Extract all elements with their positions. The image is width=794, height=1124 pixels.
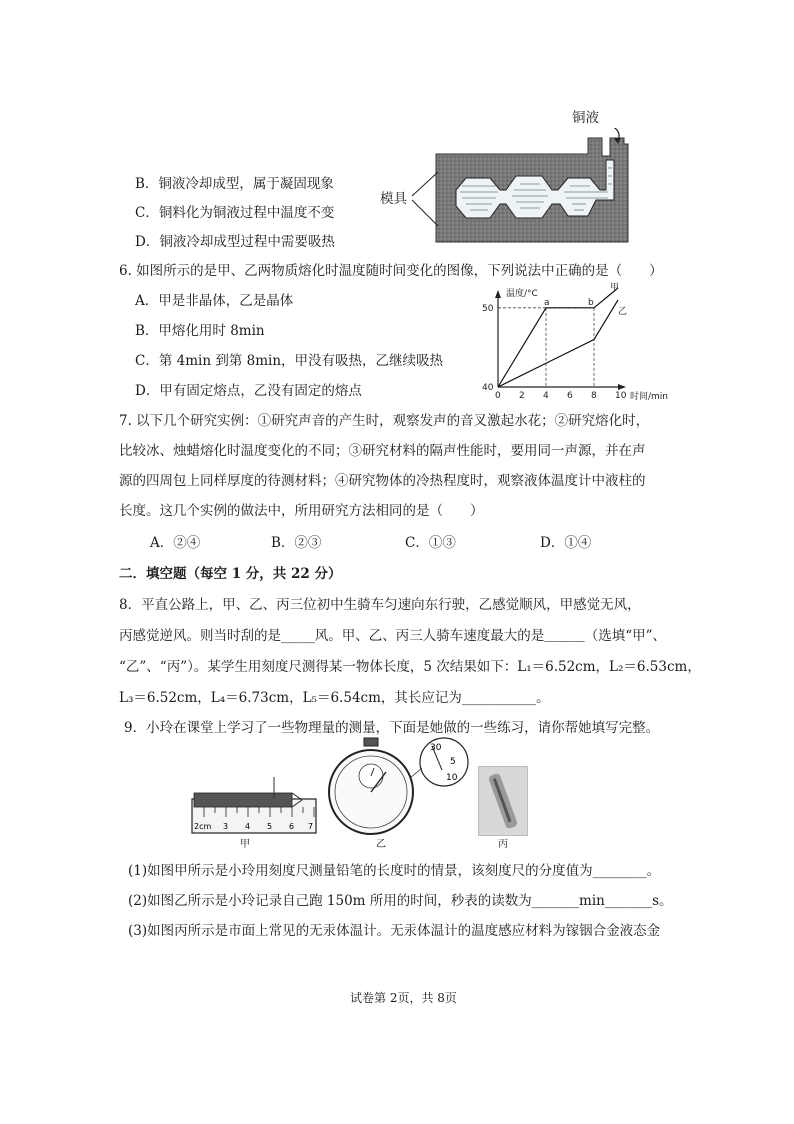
ruler-tick-7: 7 [308, 822, 314, 831]
series-line-0 [498, 288, 618, 387]
q9-stem: 9．小玲在课堂上学习了一些物理量的测量，下面是她做的一些练习，请你帮她填写完整。 [124, 720, 660, 736]
ruler-tick-4: 4 [245, 822, 251, 831]
page-footer: 试卷第 2页，共 8页 [350, 991, 457, 1005]
x-tick-8: 8 [591, 391, 597, 401]
stopwatch-figure [326, 736, 472, 836]
watch-small-5: 5 [450, 757, 456, 767]
q7-option-b: B．②③ [271, 535, 322, 551]
x-tick-10: 10 [615, 391, 627, 401]
point-label-a: a [544, 297, 550, 308]
q6-option-d: D．甲有固定熔点，乙没有固定的熔点 [135, 383, 362, 399]
q9-part-3: (3)如图丙所示是市面上常见的无汞体温计。无汞体温计的温度感应材料为镓铟合金液态金 [128, 923, 661, 939]
q7-option-a: A．②④ [150, 535, 201, 551]
x-tick-0: 0 [495, 391, 501, 401]
ruler-tick-5: 5 [267, 822, 273, 831]
fig-label-b: 乙 [376, 839, 386, 850]
y-tick-50: 50 [482, 303, 494, 314]
y-axis-arrow [495, 290, 501, 298]
y-axis-label: 温度/°C [506, 289, 538, 299]
q7-line-2: 比较冰、烛蜡熔化时温度变化的不同；③研究材料的隔声性能时，要用同一声源，并在声 [119, 443, 646, 459]
q7-line-3: 源的四周包上同样厚度的待测材料；④研究物体的冷热程度时，观察液体温度计中液柱的 [119, 473, 646, 489]
ruler-tick-3: 3 [223, 822, 229, 831]
x-tick-4: 4 [543, 391, 549, 401]
watch-small-10: 10 [446, 773, 458, 783]
q5-option-b: B．铜液冷却成型，属于凝固现象 [135, 176, 334, 192]
ruler-tick-6: 6 [289, 822, 295, 831]
mold-label-liquid: 铜液 [572, 110, 599, 126]
q8-line-4: L₃＝6.52cm，L₄＝6.73cm，L₅＝6.54cm，其长应记为___________。 [119, 690, 550, 706]
q6-option-b: B．甲熔化用时 8min [135, 323, 265, 339]
point-label-b: b [588, 297, 594, 308]
q8-line-2: 丙感觉逆风。则当时刮的是_____风。甲、乙、丙三人骑车速度最大的是＿＿＿（选填“甲”、 [119, 628, 667, 644]
ruler-tick-2: 2cm [194, 822, 212, 831]
x-tick-2: 2 [519, 391, 525, 401]
series-label-0: 甲 [610, 283, 620, 293]
q7-option-d: D．①④ [540, 535, 592, 551]
x-axis-label: 时间/min [630, 392, 669, 402]
series-line-1 [498, 297, 618, 387]
q7-line-4: 长度。这几个实例的做法中，所用研究方法相同的是（ ） [119, 503, 484, 519]
watch-small-30: 30 [430, 743, 442, 753]
fig-label-a: 甲 [240, 839, 250, 850]
q9-part-2: (2)如图乙所示是小玲记录自己跑 150m 所用的时间，秒表的读数为_______min_______s。 [128, 893, 673, 909]
x-tick-6: 6 [567, 391, 573, 401]
ruler-figure [190, 775, 320, 835]
series-label-1: 乙 [618, 306, 628, 317]
q8-line-3: “乙”、“丙”）。某学生用刻度尺测得某一物体长度，5 次结果如下：L₁＝6.52cm，L₂＝6.53cm， [119, 659, 701, 675]
x-axis-arrow [618, 384, 626, 390]
y-tick-40: 40 [482, 383, 494, 393]
q5-option-c: C．铜料化为铜液过程中温度不变 [135, 205, 335, 221]
mold-label-mold: 模具 [380, 191, 407, 207]
q6-option-c: C．第 4min 到第 8min，甲没有吸热，乙继续吸热 [135, 353, 444, 369]
section-title: 二．填空题（每空 1 分，共 22 分） [119, 566, 342, 582]
mold-figure [378, 128, 668, 246]
q8-line-1: 8．平直公路上，甲、乙、丙三位初中生骑车匀速向东行驶，乙感觉顺风，甲感觉无风， [119, 597, 641, 613]
q7-line-1: 7. 以下几个研究实例：①研究声音的产生时，观察发声的音叉激起水花；②研究熔化时， [119, 413, 650, 429]
fig-label-c: 丙 [498, 839, 508, 850]
melting-chart [470, 282, 680, 407]
q9-part-1: (1)如图甲所示是小玲用刻度尺测量铅笔的长度时的情景，该刻度尺的分度值为________。 [128, 863, 661, 879]
thermometer-photo [478, 766, 528, 836]
q6-option-a: A．甲是非晶体，乙是晶体 [135, 293, 294, 309]
q5-option-d: D．铜液冷却成型过程中需要吸热 [135, 234, 335, 250]
q6-stem: 6. 如图所示的是甲、乙两物质熔化时温度随时间变化的图像，下列说法中正确的是（ ） [119, 263, 663, 279]
q7-option-c: C．①③ [405, 535, 456, 551]
